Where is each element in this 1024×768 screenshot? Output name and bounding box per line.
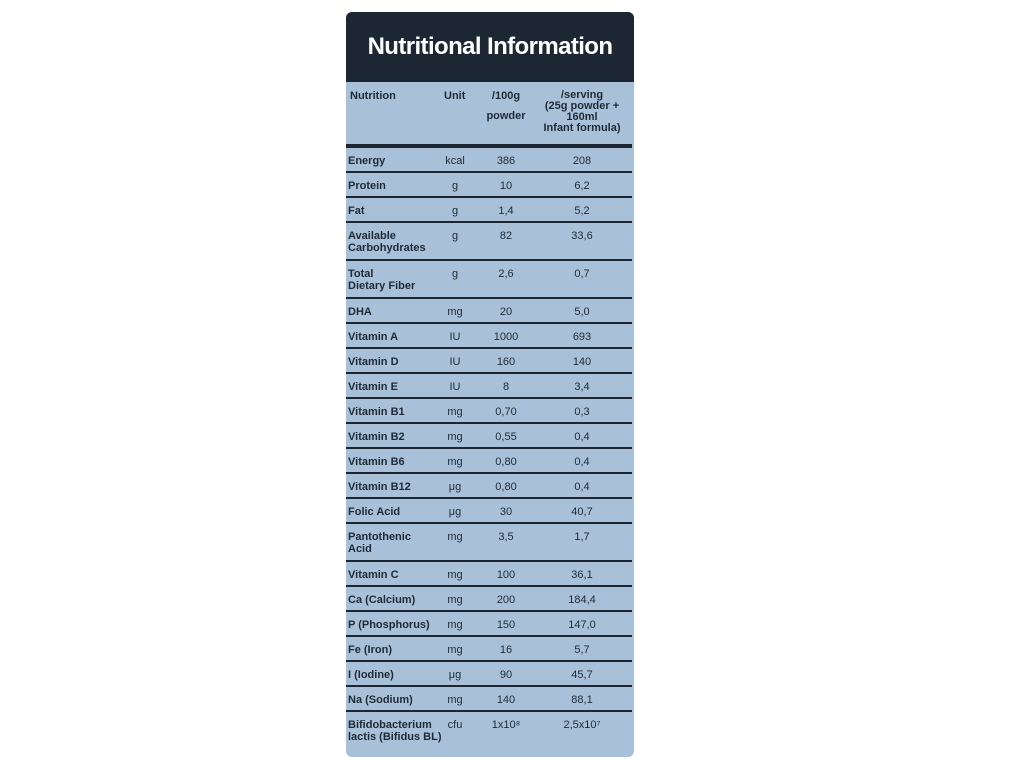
header-per-serving-line3: Infant formula) — [543, 122, 621, 134]
table-row — [346, 449, 632, 474]
nutrient-per-100g: 1,4 — [498, 205, 514, 217]
table-row — [346, 712, 632, 757]
nutrition-table — [346, 148, 634, 757]
table-row — [346, 612, 632, 637]
table-row — [346, 587, 632, 612]
label-title: Nutritional Information — [367, 33, 613, 60]
nutrient-name: Vitamin B2 — [348, 431, 405, 443]
table-row — [346, 198, 632, 223]
nutrient-per-serving: 147,0 — [568, 619, 596, 631]
nutrient-per-serving: 5,2 — [574, 205, 590, 217]
nutrient-per-serving: 0,4 — [574, 481, 590, 493]
nutrition-label — [346, 12, 634, 757]
nutrient-per-serving: 0,4 — [574, 456, 590, 468]
nutrient-per-100g: 30 — [499, 506, 513, 518]
nutrient-per-serving: 5,0 — [574, 306, 590, 318]
nutrient-name: Vitamin B12 — [348, 481, 411, 493]
nutrient-name: I (Iodine) — [348, 669, 394, 681]
nutrient-name: Fat — [348, 205, 365, 217]
nutrient-per-100g: 2,6 — [498, 268, 514, 280]
table-row — [346, 173, 632, 198]
nutrient-name: Vitamin C — [348, 569, 399, 581]
nutrient-per-100g: 386 — [496, 155, 516, 167]
nutrient-unit: kcal — [445, 155, 465, 167]
nutrient-per-serving: 33,6 — [571, 230, 593, 242]
nutrient-name: Vitamin D — [348, 356, 399, 368]
table-row — [346, 299, 632, 324]
table-row — [346, 687, 632, 712]
nutrient-unit: IU — [449, 381, 461, 393]
nutrient-per-100g: 3,5 — [498, 531, 514, 543]
nutrient-name: Protein — [348, 180, 386, 192]
nutrient-unit: mg — [447, 619, 463, 631]
nutrient-per-100g: 150 — [496, 619, 516, 631]
nutrient-name: Available Carbohydrates — [348, 230, 426, 254]
nutrient-per-100g: 90 — [499, 669, 513, 681]
nutrient-name: Energy — [348, 155, 386, 167]
nutrient-name: P (Phosphorus) — [348, 619, 430, 631]
nutrient-unit: μg — [448, 506, 462, 518]
nutrient-per-100g: 82 — [499, 230, 513, 242]
nutrient-per-serving: 40,7 — [571, 506, 593, 518]
nutrient-unit: g — [451, 230, 459, 242]
nutrient-per-100g: 10 — [499, 180, 513, 192]
nutrient-name: Ca (Calcium) — [348, 594, 416, 606]
nutrient-unit: IU — [449, 331, 461, 343]
header-per-100g — [482, 90, 530, 122]
nutrient-per-100g: 100 — [496, 569, 516, 581]
nutrient-per-100g: 0,80 — [495, 481, 517, 493]
nutrient-per-serving: 5,7 — [574, 644, 590, 656]
nutrient-unit: g — [451, 268, 459, 280]
nutrient-per-serving: 36,1 — [571, 569, 593, 581]
nutrient-name: Vitamin E — [348, 381, 398, 393]
header-nutrition: Nutrition — [350, 90, 396, 102]
nutrient-unit: g — [451, 205, 459, 217]
table-row — [346, 324, 632, 349]
nutrient-unit: mg — [447, 531, 463, 543]
nutrient-name: Na (Sodium) — [348, 694, 413, 706]
nutrient-per-100g: 1000 — [493, 331, 519, 343]
header-unit: Unit — [444, 90, 466, 102]
nutrient-unit: mg — [447, 306, 463, 318]
nutrient-per-serving: 0,7 — [574, 268, 590, 280]
nutrient-per-100g: 8 — [502, 381, 510, 393]
header-per-serving — [532, 90, 632, 134]
nutrient-unit: mg — [447, 569, 463, 581]
nutrient-per-100g: 16 — [499, 644, 513, 656]
table-row — [346, 349, 632, 374]
nutrient-unit: μg — [448, 481, 462, 493]
nutrient-unit: mg — [447, 644, 463, 656]
table-row — [346, 662, 632, 687]
nutrient-per-100g: 1x10⁸ — [491, 719, 521, 731]
nutrient-per-100g: 0,70 — [495, 406, 517, 418]
nutrient-per-serving: 0,4 — [574, 431, 590, 443]
nutrient-per-serving: 140 — [572, 356, 592, 368]
header-per-serving-line2: (25g powder + 160ml — [544, 100, 620, 123]
nutrient-per-100g: 0,55 — [495, 431, 517, 443]
nutrient-per-serving: 693 — [572, 331, 592, 343]
nutrient-per-100g: 140 — [496, 694, 516, 706]
nutrient-per-serving: 1,7 — [574, 531, 590, 543]
nutrient-name: Vitamin A — [348, 331, 399, 343]
table-row — [346, 399, 632, 424]
nutrient-per-100g: 160 — [496, 356, 516, 368]
nutrient-per-serving: 2,5x10⁷ — [563, 719, 601, 731]
nutrient-unit: mg — [447, 694, 463, 706]
nutrient-per-serving: 6,2 — [574, 180, 590, 192]
table-row — [346, 637, 632, 662]
nutrient-per-serving: 0,3 — [574, 406, 590, 418]
nutrient-unit: mg — [447, 431, 463, 443]
column-headers — [346, 90, 634, 152]
nutrient-per-serving: 45,7 — [571, 669, 593, 681]
nutrient-name: Bifidobacterium lactis (Bifidus BL) — [348, 719, 442, 743]
table-row — [346, 261, 632, 299]
nutrient-unit: μg — [448, 669, 462, 681]
nutrient-per-100g: 200 — [496, 594, 516, 606]
nutrient-per-100g: 20 — [499, 306, 513, 318]
header-per-serving-line1: /serving — [560, 89, 604, 101]
header-per-100g-line1: /100g — [491, 90, 521, 102]
nutrient-name: DHA — [348, 306, 372, 318]
nutrient-unit: mg — [447, 406, 463, 418]
nutrient-name: Vitamin B6 — [348, 456, 405, 468]
nutrient-name: Pantothenic Acid — [348, 531, 411, 555]
nutrient-per-serving: 208 — [572, 155, 592, 167]
nutrient-unit: cfu — [447, 719, 463, 731]
nutrient-name: Folic Acid — [348, 506, 401, 518]
table-row — [346, 223, 632, 261]
table-row — [346, 499, 632, 524]
nutrient-name: Fe (Iron) — [348, 644, 392, 656]
label-header — [346, 12, 634, 82]
header-per-100g-line2: powder — [486, 110, 526, 122]
nutrient-unit: mg — [447, 594, 463, 606]
nutrient-per-serving: 88,1 — [571, 694, 593, 706]
nutrient-name: Vitamin B1 — [348, 406, 405, 418]
table-row — [346, 474, 632, 499]
nutrient-per-serving: 3,4 — [574, 381, 590, 393]
table-row — [346, 424, 632, 449]
nutrient-name: Total Dietary Fiber — [348, 268, 416, 292]
table-row — [346, 524, 632, 562]
table-row — [346, 562, 632, 587]
nutrient-per-100g: 0,80 — [495, 456, 517, 468]
nutrient-unit: mg — [447, 456, 463, 468]
nutrient-per-serving: 184,4 — [568, 594, 596, 606]
nutrient-unit: g — [451, 180, 459, 192]
table-row — [346, 148, 632, 173]
table-row — [346, 374, 632, 399]
nutrient-unit: IU — [449, 356, 461, 368]
